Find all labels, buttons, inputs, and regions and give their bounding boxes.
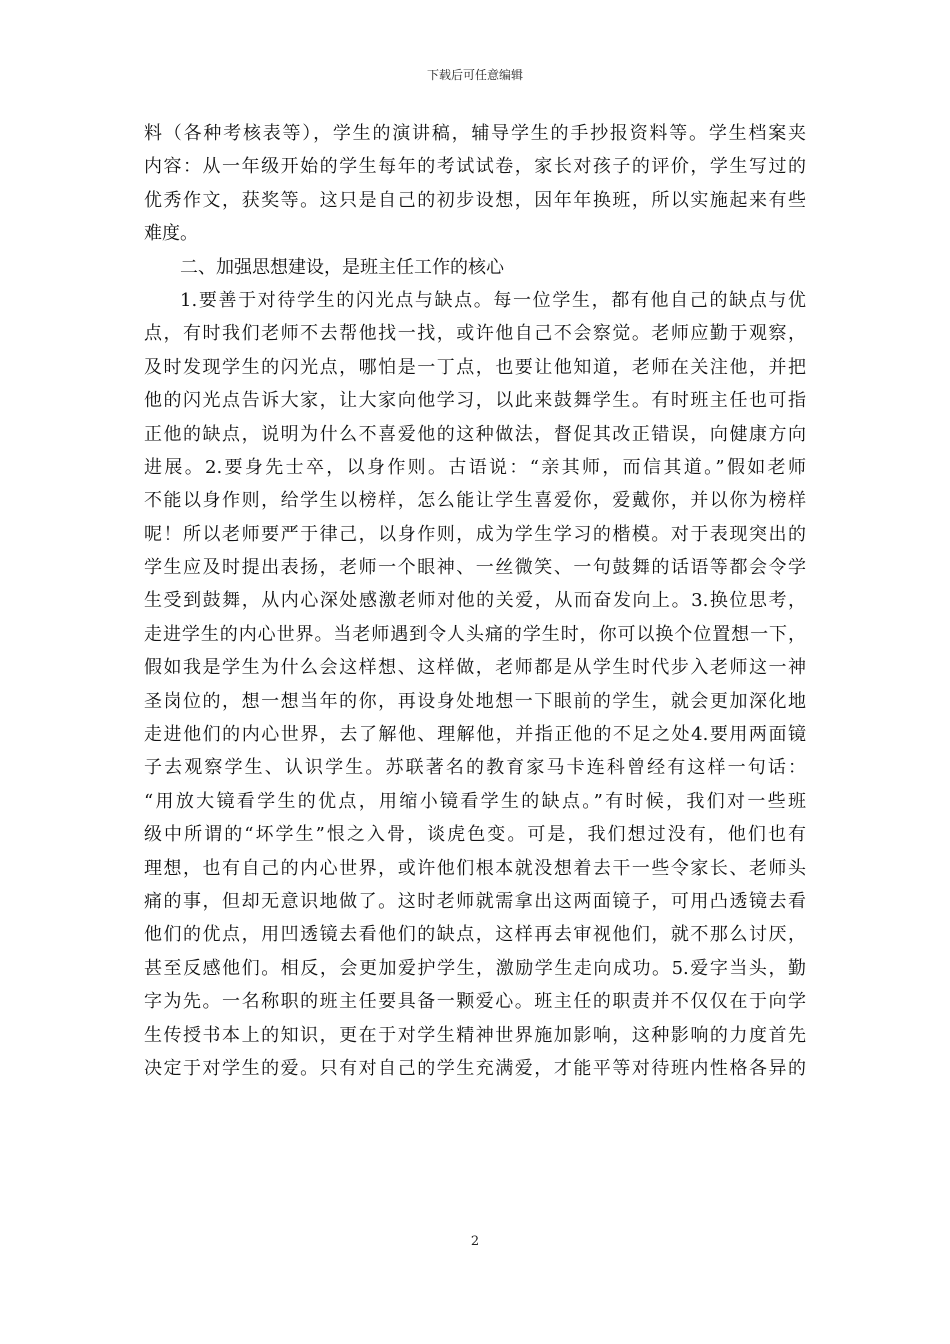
text-line: 走进他们的内心世界，去了解他、理解他，并指正他的不足之处4.要用两面镜	[144, 724, 806, 746]
text-line: 他们的优点，用凹透镜去看他们的缺点，这样再去审视他们，就不那么讨厌，	[144, 924, 806, 946]
text-line: 料（各种考核表等），学生的演讲稿，辅导学生的手抄报资料等。学生档案夹	[144, 123, 806, 144]
text-line: 点，有时我们老师不去帮他找一找，或许他自己不会察觉。老师应勤于观察，	[144, 323, 806, 345]
section-heading: 二、加强思想建设，是班主任工作的核心	[180, 256, 504, 278]
text-line: 级中所谓的“坏学生”恨之入骨，谈虎色变。可是，我们想过没有，他们也有	[144, 824, 806, 846]
text-line: 痛的事，但却无意识地做了。这时老师就需拿出这两面镜子，可用凸透镜去看	[144, 890, 806, 912]
text-line: 走进学生的内心世界。当老师遇到令人头痛的学生时，你可以换个位置想一下，	[144, 623, 806, 645]
text-line: 他的闪光点告诉大家，让大家向他学习，以此来鼓舞学生。有时班主任也可指	[144, 390, 806, 412]
text-line: 生受到鼓舞，从内心深处感激老师对他的关爱，从而奋发向上。3.换位思考，	[144, 590, 806, 612]
text-line: 优秀作文，获奖等。这只是自己的初步设想，因年年换班，所以实施起来有些	[144, 189, 806, 211]
text-line: 假如我是学生为什么会这样想、这样做，老师都是从学生时代步入老师这一神	[144, 657, 806, 679]
text-line: 学生应及时提出表扬，老师一个眼神、一丝微笑、一句鼓舞的话语等都会令学	[144, 557, 806, 579]
text-line: 子去观察学生、认识学生。苏联著名的教育家马卡连科曾经有这样一句话：	[144, 757, 806, 779]
text-line: 决定于对学生的爱。只有对自己的学生充满爱，才能平等对待班内性格各异的	[144, 1057, 806, 1079]
text-line: 进展。2.要身先士卒，以身作则。古语说：“亲其师，而信其道。”假如老师	[144, 456, 806, 478]
text-line: 不能以身作则，给学生以榜样，怎么能让学生喜爱你，爱戴你，并以你为榜样	[144, 490, 806, 512]
text-line: 甚至反感他们。相反，会更加爱护学生，激励学生走向成功。5.爱字当头，勤	[144, 957, 806, 979]
page-header: 下载后可任意编辑	[426, 68, 523, 82]
page-number: 2	[470, 1234, 480, 1249]
text-line: 及时发现学生的闪光点，哪怕是一丁点，也要让他知道，老师在关注他，并把	[144, 356, 806, 378]
text-line: 1.要善于对待学生的闪光点与缺点。每一位学生，都有他自己的缺点与优	[180, 289, 806, 311]
text-line: 理想，也有自己的内心世界，或许他们根本就没想着去干一些令家长、老师头	[144, 857, 806, 879]
text-line: 正他的缺点，说明为什么不喜爱他的这种做法，督促其改正错误，向健康方向	[144, 423, 806, 445]
text-line: “用放大镜看学生的优点，用缩小镜看学生的缺点。”有时候，我们对一些班	[144, 790, 806, 812]
text-line: 呢！所以老师要严于律己，以身作则，成为学生学习的楷模。对于表现突出的	[144, 523, 806, 545]
text-line: 圣岗位的，想一想当年的你，再设身处地想一下眼前的学生，就会更加深化地	[144, 690, 806, 712]
text-line: 字为先。一名称职的班主任要具备一颗爱心。班主任的职责并不仅仅在于向学	[144, 991, 806, 1013]
text-line: 生传授书本上的知识，更在于对学生精神世界施加影响，这种影响的力度首先	[144, 1024, 806, 1046]
text-line: 难度。	[144, 223, 198, 245]
document-body	[144, 117, 806, 1085]
text-line: 内容：从一年级开始的学生每年的考试试卷，家长对孩子的评价，学生写过的	[144, 156, 806, 178]
